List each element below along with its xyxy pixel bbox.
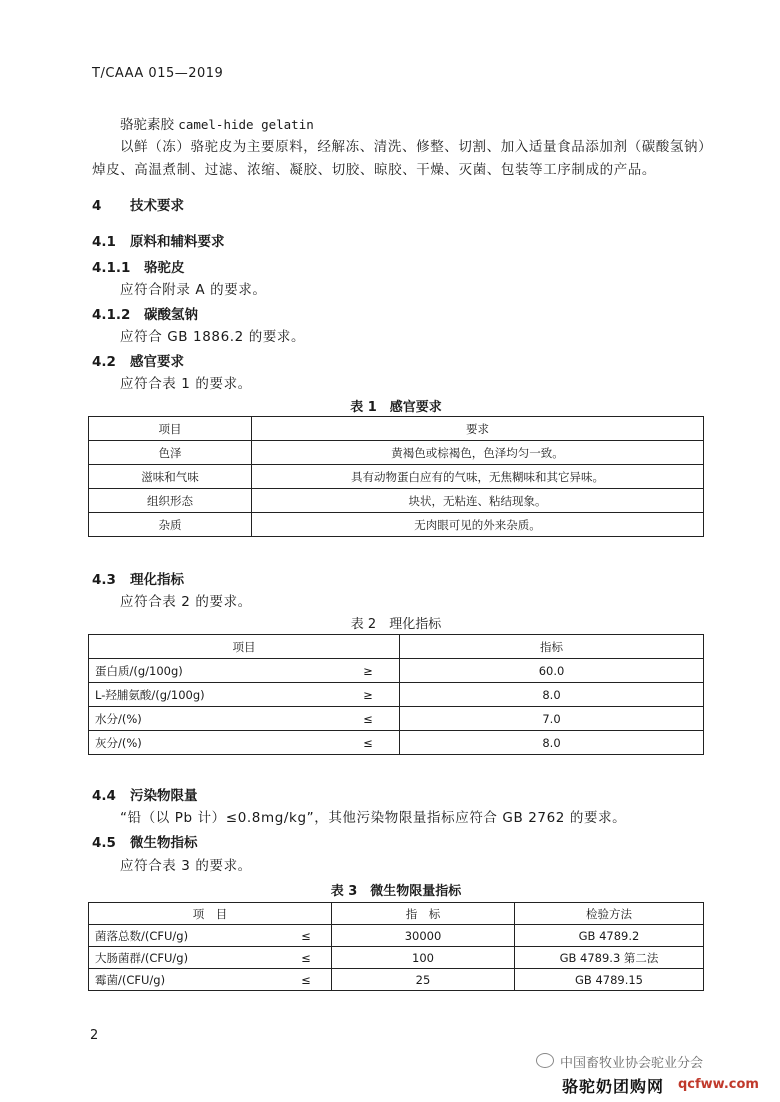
table-header-cell: 指标	[400, 635, 704, 659]
table-row	[89, 659, 704, 683]
section-4-5-heading	[92, 831, 198, 851]
table-sensory-requirements	[88, 416, 704, 537]
table-cell: 60.0	[400, 659, 704, 683]
section-4-heading	[92, 194, 184, 214]
table-cell: 大肠菌群/(CFU/g)	[89, 947, 282, 969]
table-row	[89, 441, 704, 465]
section-number: 4.3	[92, 572, 116, 588]
term-definition-line2: 焯皮、高温煮制、过滤、浓缩、凝胶、切胶、晾胶、干燥、灭菌、包装等工序制成的产品。	[92, 162, 656, 178]
standard-number: T/CAAA 015—2019	[92, 66, 224, 81]
table-header-cell: 要求	[252, 417, 704, 441]
table-header-cell: 项目	[89, 417, 252, 441]
table-header-row	[89, 635, 704, 659]
table-header-cell: 指 标	[332, 903, 515, 925]
watermark-account: 中国畜牧业协会驼业分会	[560, 1056, 704, 1071]
table-cell: 蛋白质/(g/100g)	[89, 659, 338, 683]
table-physicochemical-indicators	[88, 634, 704, 755]
table-cell: 无肉眼可见的外来杂质。	[252, 513, 704, 537]
table-header-cell: 项 目	[89, 903, 332, 925]
section-4-1-2-text: 应符合 GB 1886.2 的要求。	[120, 329, 306, 345]
section-4-4-heading	[92, 784, 198, 804]
table2-caption: 表 2 理化指标	[350, 617, 442, 632]
table-row	[89, 489, 704, 513]
table-cell: 水分/(%)	[89, 707, 338, 731]
term-definition-line1: 以鲜（冻）骆驼皮为主要原料，经解冻、清洗、修整、切割、加入适量食品添加剂（碳酸氢钠）	[120, 139, 713, 155]
table-cell: 8.0	[400, 683, 704, 707]
table-cell-operator: ≥	[337, 683, 400, 707]
table-cell-operator: ≥	[337, 659, 400, 683]
table-cell: 30000	[332, 925, 515, 947]
table-cell: GB 4789.15	[515, 969, 704, 991]
table-cell: 25	[332, 969, 515, 991]
section-title: 技术要求	[130, 198, 184, 214]
table-microbiological-limits	[88, 902, 704, 991]
page-number: 2	[90, 1028, 99, 1043]
table3-caption: 表 3 微生物限量指标	[330, 884, 462, 899]
table-cell: 具有动物蛋白应有的气味，无焦糊味和其它异味。	[252, 465, 704, 489]
section-title: 碳酸氢钠	[144, 307, 198, 323]
section-4-4-text: “铅（以 Pb 计）≤0.8mg/kg”，其他污染物限量指标应符合 GB 2762 的要求。	[120, 810, 627, 826]
section-title: 污染物限量	[130, 788, 198, 804]
section-number: 4.2	[92, 354, 116, 370]
wechat-icon	[536, 1053, 554, 1068]
term-heading	[120, 113, 314, 133]
table-header-row	[89, 417, 704, 441]
table-cell: 灰分/(%)	[89, 731, 338, 755]
table-row	[89, 947, 704, 969]
table-cell: 滋味和气味	[89, 465, 252, 489]
table-row	[89, 513, 704, 537]
table-header-cell: 项目	[89, 635, 400, 659]
term-name-cn: 骆驼素胶	[120, 117, 174, 133]
table-cell-operator: ≤	[337, 731, 400, 755]
table-row	[89, 731, 704, 755]
table-cell-operator: ≤	[337, 707, 400, 731]
section-number: 4.1.1	[92, 260, 131, 276]
table-cell: 杂质	[89, 513, 252, 537]
table-cell: 黄褐色或棕褐色，色泽均匀一致。	[252, 441, 704, 465]
table-cell-operator: ≤	[281, 947, 332, 969]
table-cell-operator: ≤	[281, 969, 332, 991]
table-cell: 霉菌/(CFU/g)	[89, 969, 282, 991]
section-title: 原料和辅料要求	[130, 234, 225, 250]
table-header-row	[89, 903, 704, 925]
table-cell: 块状，无粘连、粘结现象。	[252, 489, 704, 513]
section-4-1-heading	[92, 230, 225, 250]
table-cell: 100	[332, 947, 515, 969]
table-header-cell: 检验方法	[515, 903, 704, 925]
section-title: 感官要求	[130, 354, 184, 370]
section-number: 4.1	[92, 234, 116, 250]
section-4-2-text: 应符合表 1 的要求。	[120, 376, 252, 392]
table-cell: 7.0	[400, 707, 704, 731]
section-number: 4	[92, 198, 102, 214]
watermark-site-name: 骆驼奶团购网	[562, 1077, 665, 1096]
table-cell-operator: ≤	[281, 925, 332, 947]
table-cell: 组织形态	[89, 489, 252, 513]
section-number: 4.4	[92, 788, 116, 804]
section-4-5-text: 应符合表 3 的要求。	[120, 858, 252, 874]
table1-caption: 表 1 感官要求	[350, 400, 442, 415]
table-cell: 8.0	[400, 731, 704, 755]
section-4-3-text: 应符合表 2 的要求。	[120, 594, 252, 610]
table-cell: 色泽	[89, 441, 252, 465]
table-cell: GB 4789.2	[515, 925, 704, 947]
table-row	[89, 969, 704, 991]
section-4-1-2-heading	[92, 303, 198, 323]
section-4-1-1-heading	[92, 256, 185, 276]
table-cell: GB 4789.3 第二法	[515, 947, 704, 969]
section-4-2-heading	[92, 350, 184, 370]
section-number: 4.1.2	[92, 307, 131, 323]
section-title: 骆驼皮	[144, 260, 185, 276]
watermark-url: qcfww.com	[678, 1077, 759, 1092]
section-title: 理化指标	[130, 572, 184, 588]
table-row	[89, 683, 704, 707]
term-name-en: camel-hide gelatin	[178, 117, 314, 132]
section-4-3-heading	[92, 568, 184, 588]
table-row	[89, 707, 704, 731]
section-4-1-1-text: 应符合附录 A 的要求。	[120, 282, 267, 298]
section-number: 4.5	[92, 835, 116, 851]
table-row	[89, 925, 704, 947]
table-row	[89, 465, 704, 489]
table-cell: 菌落总数/(CFU/g)	[89, 925, 282, 947]
table-cell: L-羟脯氨酸/(g/100g)	[89, 683, 338, 707]
section-title: 微生物指标	[130, 835, 198, 851]
